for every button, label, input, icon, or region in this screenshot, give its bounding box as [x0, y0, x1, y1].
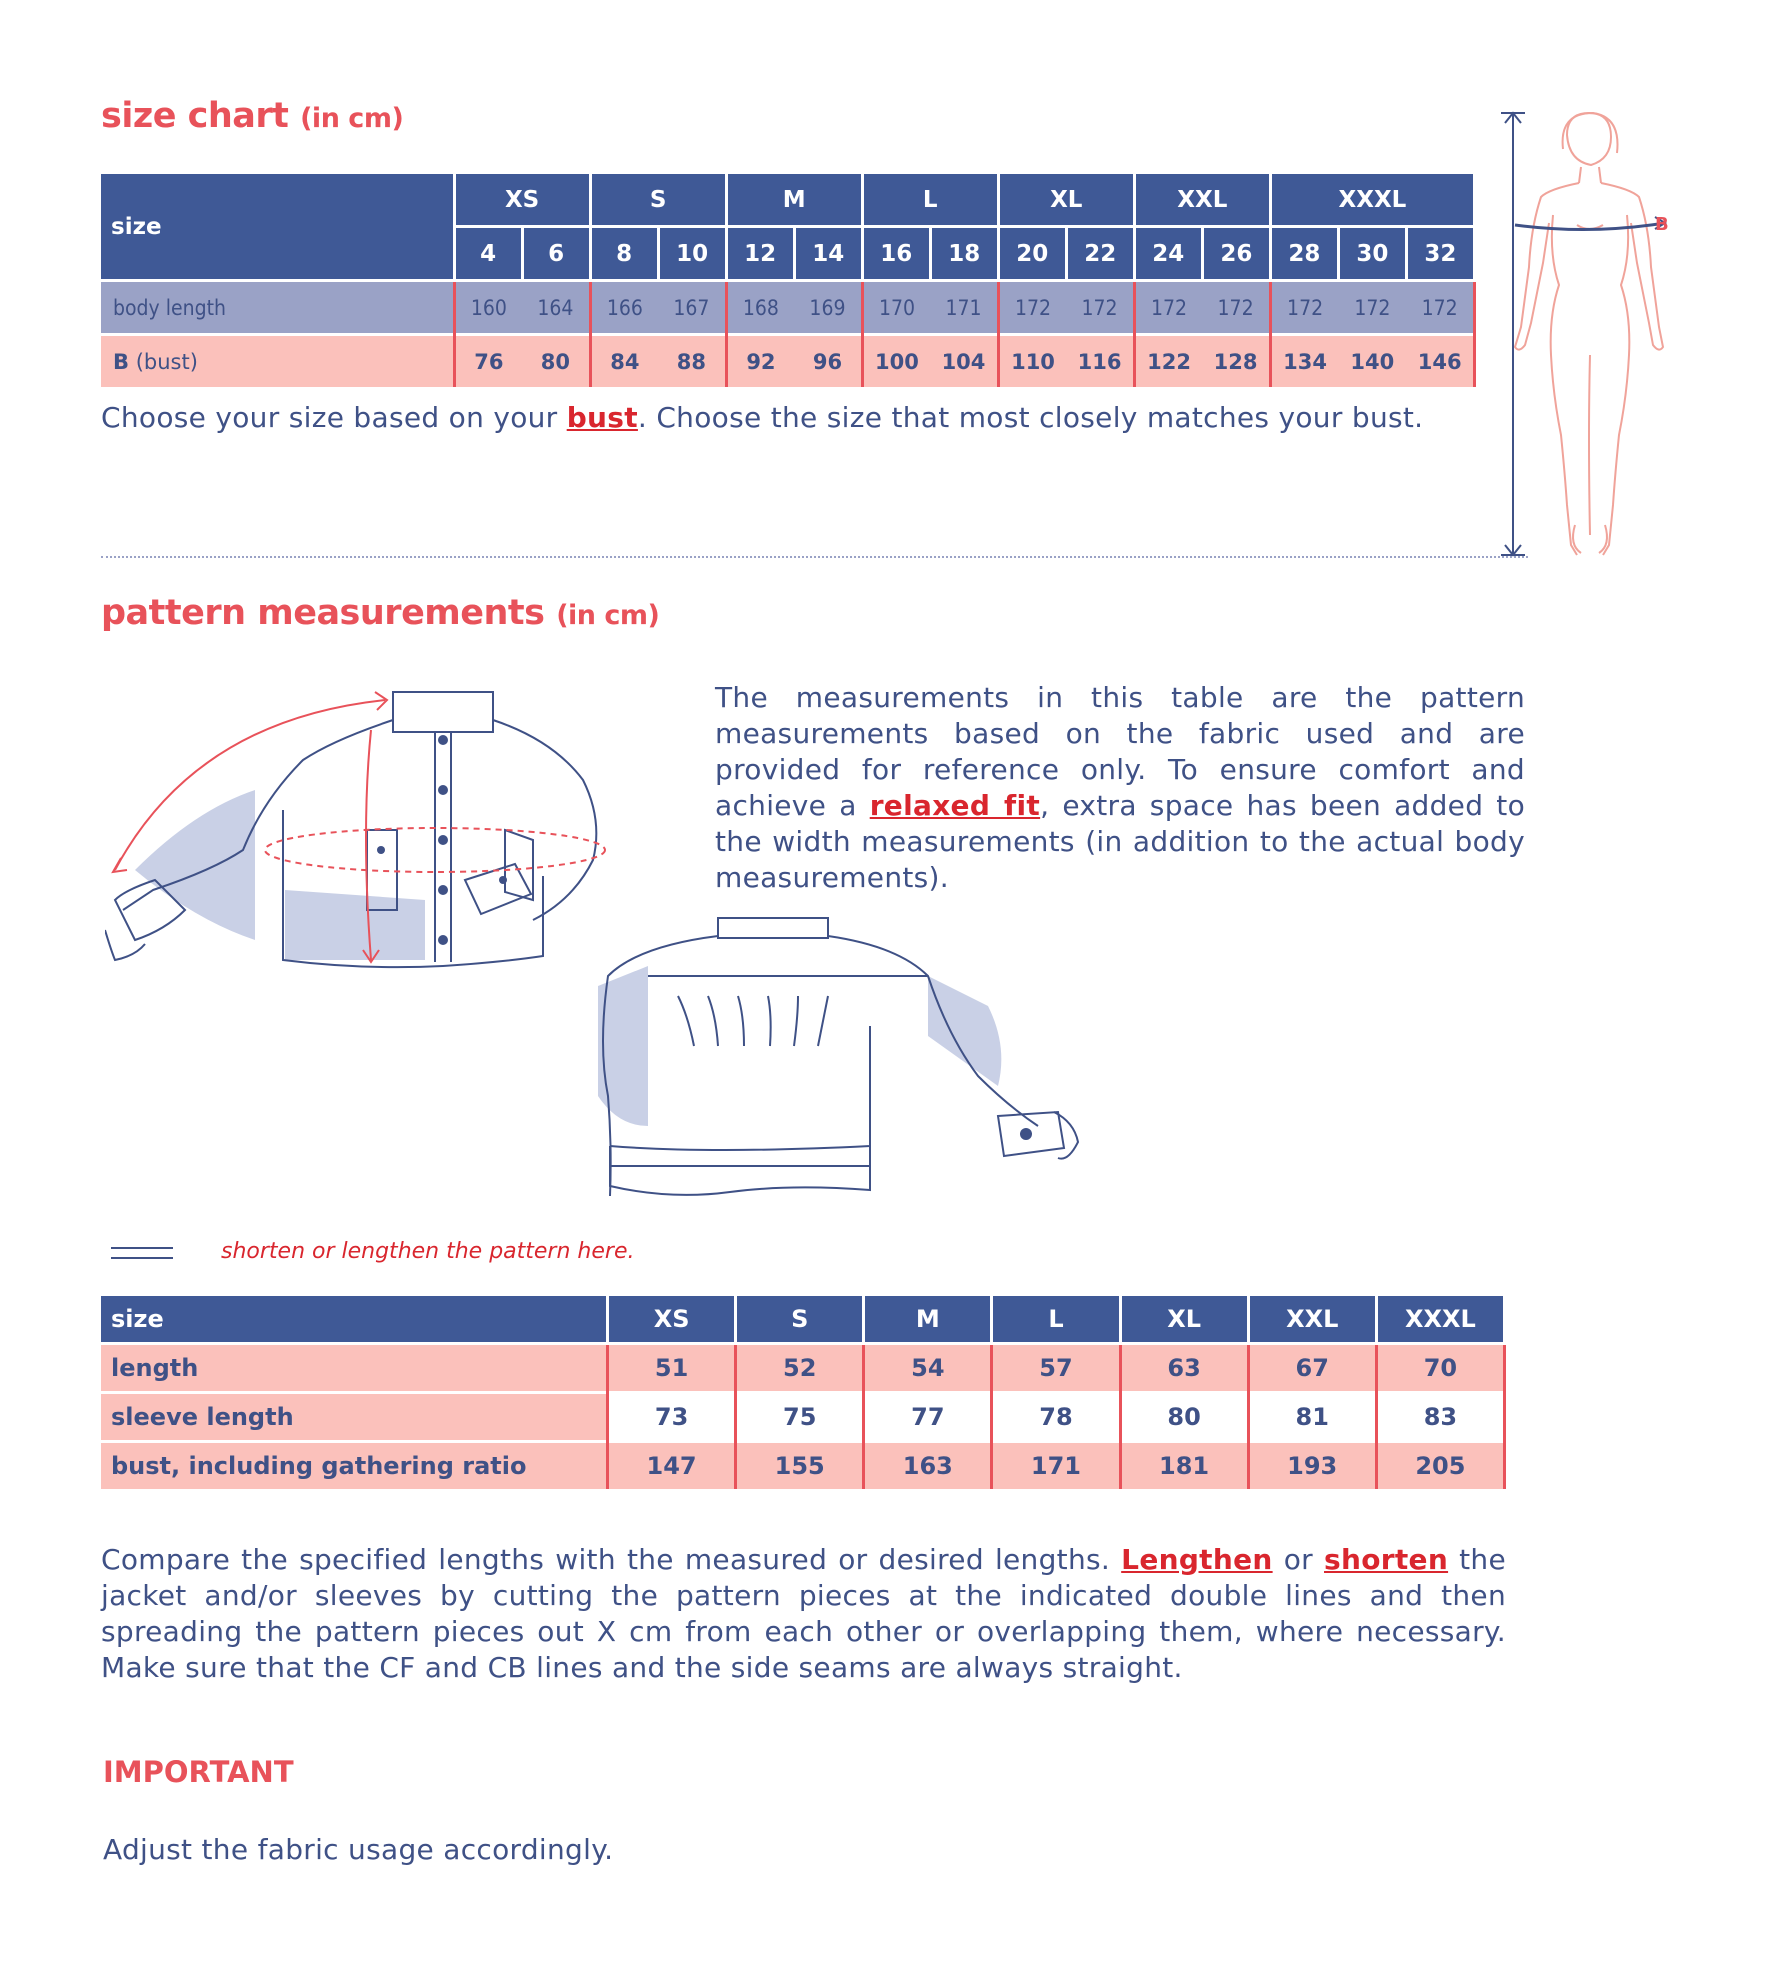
compare-text-mid: or — [1272, 1543, 1325, 1576]
pattern-size-header: XS — [608, 1296, 736, 1344]
compare-text-part1: Compare the specified lengths with the measured or desired lengths. — [101, 1543, 1122, 1576]
pattern-size-header: XXL — [1248, 1296, 1376, 1344]
lengthen-link[interactable]: Lengthen — [1121, 1543, 1273, 1576]
body-length-cell: 172 — [1066, 281, 1134, 335]
body-figure-illustration — [1495, 105, 1675, 565]
relaxed-fit-link[interactable]: relaxed fit — [869, 789, 1041, 822]
table-cell: 75 — [736, 1393, 864, 1442]
size-group-header: XS — [454, 174, 590, 227]
table-cell: 163 — [864, 1442, 992, 1490]
size-group-header: XXXL — [1270, 174, 1474, 227]
table-cell: 57 — [992, 1344, 1120, 1393]
bust-label-letter: B — [113, 349, 130, 374]
table-cell: 73 — [608, 1393, 736, 1442]
body-length-cell: 170 — [862, 281, 930, 335]
pattern-measurements-table — [101, 1296, 1506, 1489]
body-length-row — [101, 281, 1475, 335]
size-number-cell: 10 — [658, 227, 726, 281]
pattern-row-bust — [101, 1442, 1505, 1490]
bust-cell: 100 — [862, 335, 930, 388]
size-chart-size-label: size — [101, 174, 454, 281]
bust-cell: 134 — [1270, 335, 1338, 388]
jacket-front-illustration — [105, 680, 635, 980]
table-cell: 83 — [1376, 1393, 1504, 1442]
body-length-cell: 160 — [454, 281, 522, 335]
pattern-description — [715, 680, 1525, 896]
table-cell: 70 — [1376, 1344, 1504, 1393]
size-number-cell: 16 — [862, 227, 930, 281]
bust-measure-line-icon — [1515, 217, 1665, 230]
table-cell: 54 — [864, 1344, 992, 1393]
body-length-cell: 172 — [1406, 281, 1474, 335]
pattern-row-sleeve-length — [101, 1393, 1505, 1442]
body-length-cell: 172 — [1270, 281, 1338, 335]
section-divider — [101, 556, 1528, 558]
size-number-cell: 32 — [1406, 227, 1474, 281]
pattern-header-row — [101, 1296, 1505, 1344]
bust-cell: 146 — [1406, 335, 1474, 388]
size-number-cell: 14 — [794, 227, 862, 281]
size-number-cell: 28 — [1270, 227, 1338, 281]
size-number-cell: 30 — [1338, 227, 1406, 281]
body-length-cell: 171 — [930, 281, 998, 335]
pattern-size-header: XL — [1120, 1296, 1248, 1344]
figure-bust-label: B — [1655, 214, 1669, 235]
bust-cell: 140 — [1338, 335, 1406, 388]
body-length-cell: 169 — [794, 281, 862, 335]
bust-row — [101, 335, 1475, 388]
body-length-cell: 167 — [658, 281, 726, 335]
body-length-cell: 172 — [998, 281, 1066, 335]
table-cell: 63 — [1120, 1344, 1248, 1393]
pattern-title — [101, 593, 659, 633]
size-note-text-after: . Choose the size that most closely matches your bust. — [637, 401, 1424, 434]
important-text: Adjust the fabric usage accordingly. — [103, 1833, 614, 1866]
size-note-text-before: Choose your size based on your — [101, 401, 567, 434]
table-cell: 80 — [1120, 1393, 1248, 1442]
size-chart-table — [101, 174, 1476, 387]
bust-cell: 96 — [794, 335, 862, 388]
table-cell: 155 — [736, 1442, 864, 1490]
table-cell: 147 — [608, 1442, 736, 1490]
compare-text-part2: the jacket and/or sleeves by cutting the pattern pieces at the indicated double lines and then spreading the pattern pieces out X cm from each other or overlapping them, where necessary. Make sure that the CF and CB lines and the side seams are always straight. — [101, 1543, 1506, 1684]
body-length-cell: 172 — [1202, 281, 1270, 335]
row-label: sleeve length — [101, 1393, 608, 1442]
size-chart-header-row — [101, 174, 1475, 227]
size-number-cell: 8 — [590, 227, 658, 281]
bust-label — [101, 335, 454, 388]
body-length-cell: 168 — [726, 281, 794, 335]
size-number-cell: 6 — [522, 227, 590, 281]
bust-cell: 92 — [726, 335, 794, 388]
size-group-header: S — [590, 174, 726, 227]
table-cell: 181 — [1120, 1442, 1248, 1490]
bust-cell: 84 — [590, 335, 658, 388]
body-length-label: body length — [101, 281, 454, 335]
double-line-legend-icon — [111, 1244, 175, 1264]
table-cell: 52 — [736, 1344, 864, 1393]
size-chart-title — [101, 96, 403, 136]
bust-label-rest: (bust) — [135, 349, 198, 374]
bust-cell: 116 — [1066, 335, 1134, 388]
shorten-link[interactable]: shorten — [1324, 1543, 1449, 1576]
woman-silhouette-icon — [1515, 113, 1663, 555]
table-cell: 171 — [992, 1442, 1120, 1490]
jacket-back-illustration — [598, 916, 1118, 1206]
table-cell: 193 — [1248, 1442, 1376, 1490]
table-cell: 78 — [992, 1393, 1120, 1442]
bust-cell: 128 — [1202, 335, 1270, 388]
size-number-cell: 20 — [998, 227, 1066, 281]
size-number-cell: 18 — [930, 227, 998, 281]
size-number-cell: 24 — [1134, 227, 1202, 281]
height-arrow-icon — [1501, 113, 1525, 555]
important-heading: IMPORTANT — [103, 1755, 294, 1789]
size-group-header: L — [862, 174, 998, 227]
bust-cell: 76 — [454, 335, 522, 388]
pattern-desc-part1: The measurements in this table are the pattern measurements based on the fabric used and are provided for reference only. To ensure comfort and achieve a — [715, 681, 1525, 822]
bust-cell: 88 — [658, 335, 726, 388]
pattern-desc-part2: , extra space has been added to the width measurements (in addition to the actual body measurements). — [715, 789, 1525, 894]
pattern-size-label: size — [101, 1296, 608, 1344]
size-number-cell: 4 — [454, 227, 522, 281]
pattern-size-header: S — [736, 1296, 864, 1344]
size-group-header: XXL — [1134, 174, 1270, 227]
size-chart-unit: (in cm) — [300, 103, 404, 134]
table-cell: 51 — [608, 1344, 736, 1393]
pattern-size-header: M — [864, 1296, 992, 1344]
row-label: length — [101, 1344, 608, 1393]
pattern-title-text: pattern measurements — [101, 593, 545, 633]
size-number-cell: 12 — [726, 227, 794, 281]
bust-cell: 80 — [522, 335, 590, 388]
compare-paragraph — [101, 1542, 1506, 1686]
pattern-row-length — [101, 1344, 1505, 1393]
size-chart-title-text: size chart — [101, 96, 289, 136]
table-cell: 67 — [1248, 1344, 1376, 1393]
pattern-size-header: L — [992, 1296, 1120, 1344]
table-cell: 81 — [1248, 1393, 1376, 1442]
size-number-cell: 22 — [1066, 227, 1134, 281]
size-chart-note — [101, 400, 1491, 436]
bust-link[interactable]: bust — [566, 401, 638, 434]
pattern-size-header: XXXL — [1376, 1296, 1504, 1344]
table-cell: 77 — [864, 1393, 992, 1442]
bust-cell: 122 — [1134, 335, 1202, 388]
size-group-header: XL — [998, 174, 1134, 227]
bust-cell: 110 — [998, 335, 1066, 388]
body-length-cell: 172 — [1338, 281, 1406, 335]
legend-text: shorten or lengthen the pattern here. — [221, 1239, 635, 1264]
bust-cell: 104 — [930, 335, 998, 388]
body-length-cell: 164 — [522, 281, 590, 335]
pattern-unit: (in cm) — [556, 600, 660, 631]
size-group-header: M — [726, 174, 862, 227]
body-length-cell: 166 — [590, 281, 658, 335]
table-cell: 205 — [1376, 1442, 1504, 1490]
row-label: bust, including gathering ratio — [101, 1442, 608, 1490]
body-length-cell: 172 — [1134, 281, 1202, 335]
size-number-cell: 26 — [1202, 227, 1270, 281]
